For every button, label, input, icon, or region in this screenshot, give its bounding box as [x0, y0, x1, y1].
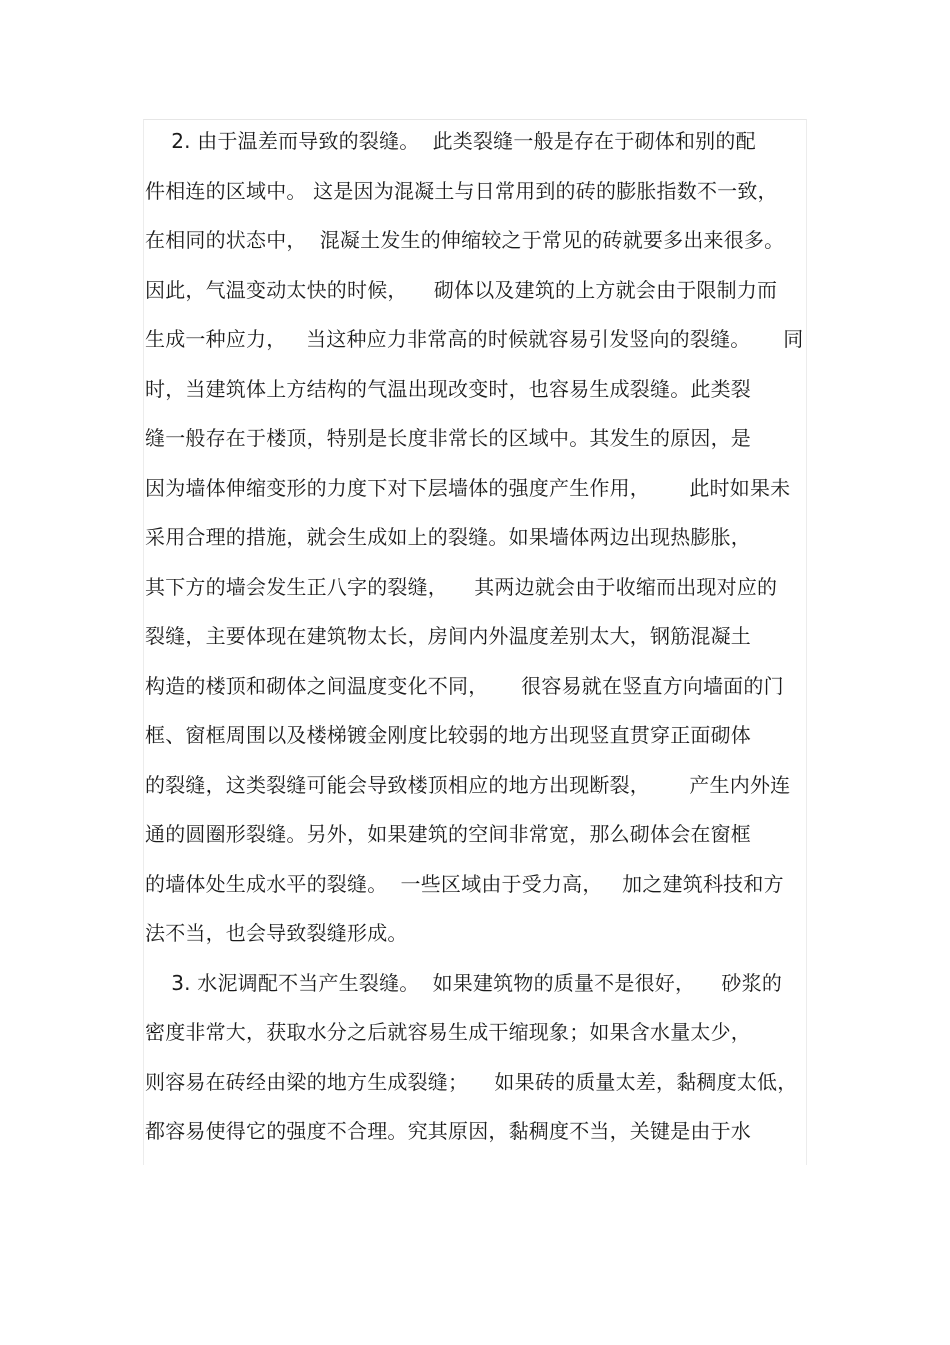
paragraph-line: 采用合理的措施，就会生成如上的裂缝。如果墙体两边出现热膨胀，	[145, 525, 751, 549]
paragraph-line: 的墙体处生成水平的裂缝。 一些区域由于受力高， 加之建筑科技和方	[145, 871, 784, 896]
paragraph-line: 缝一般存在于楼顶，特别是长度非常长的区域中。其发生的原因，是	[145, 426, 751, 450]
paragraph-line: 件相连的区域中。 这是因为混凝土与日常用到的砖的膨胀指数不一致，	[145, 178, 778, 203]
paragraph-line: 构造的楼顶和砌体之间温度变化不同， 很容易就在竖直方向墙面的门	[145, 673, 784, 698]
paragraph-line: 2. 由于温差而导致的裂缝。 此类裂缝一般是存在于砌体和别的配	[145, 129, 756, 153]
paragraph-line: 框、窗框周围以及楼梯镀金刚度比较弱的地方出现竖直贯穿正面砌体	[145, 723, 751, 747]
paragraph-line: 在相同的状态中， 混凝土发生的伸缩较之于常见的砖就要多出来很多。	[145, 228, 785, 252]
paragraph-line: 其下方的墙会发生正八字的裂缝， 其两边就会由于收缩而出现对应的	[145, 574, 778, 599]
paragraph-line: 密度非常大，获取水分之后就容易生成干缩现象；如果含水量太少，	[145, 1020, 751, 1044]
paragraph-line: 3. 水泥调配不当产生裂缝。 如果建筑物的质量不是很好， 砂浆的	[145, 970, 783, 995]
paragraph-line: 裂缝，主要体现在建筑物太长，房间内外温度差别太大，钢筋混凝土	[145, 624, 751, 648]
paragraph-line: 通的圆圈形裂缝。另外，如果建筑的空间非常宽，那么砌体会在窗框	[145, 822, 751, 846]
paragraph-line: 因此，气温变动太快的时候， 砌体以及建筑的上方就会由于限制力而	[145, 277, 778, 302]
paragraph-line: 则容易在砖经由梁的地方生成裂缝； 如果砖的质量太差，黏稠度太低，	[145, 1069, 798, 1094]
document-body	[145, 117, 807, 1157]
paragraph-line: 时，当建筑体上方结构的气温出现改变时，也容易生成裂缝。此类裂	[145, 376, 751, 401]
paragraph-line: 生成一种应力， 当这种应力非常高的时候就容易引发竖向的裂缝。 同	[145, 327, 804, 351]
paragraph-line: 都容易使得它的强度不合理。究其原因，黏稠度不当，关键是由于水	[145, 1119, 751, 1143]
paragraph-line: 法不当，也会导致裂缝形成。	[145, 921, 408, 945]
paragraph-line: 因为墙体伸缩变形的力度下对下层墙体的强度产生作用， 此时如果未	[145, 475, 791, 500]
paragraph-line: 的裂缝，这类裂缝可能会导致楼顶相应的地方出现断裂， 产生内外连	[145, 772, 791, 797]
